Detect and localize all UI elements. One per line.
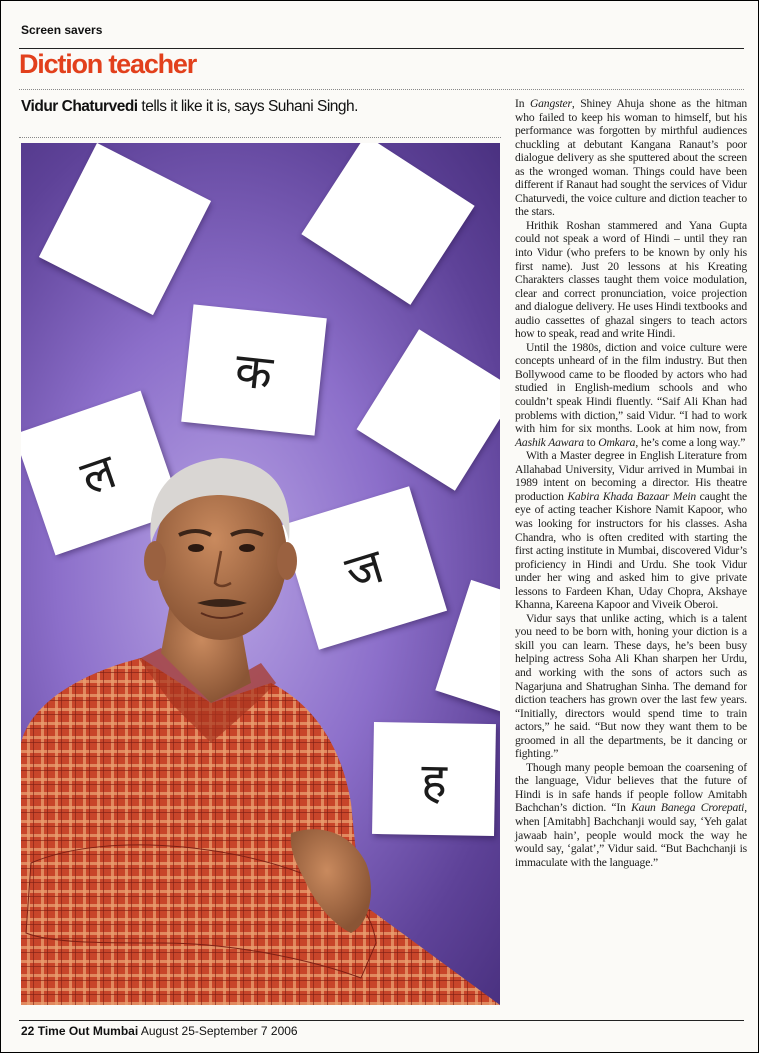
article-paragraph: With a Master degree in English Literature from Allahabad University, Vidur arrived in Mumbai in 1989 intent on becoming a director. His theatre production Kabira Khada Bazaar Mein caught the eye of acting teacher Kishore Namit Kapoor, who was looking for instructors for his classes. Asha Chandra, who is often credited with starting the first acting institute in Mumbai, discovered Vidur’s proficiency in Hindi and Urdu. She took Vidur under her wing and asked him to give private lessons to Fardeen Khan, Uday Chopra, Akshaye Khanna, Kareena Kapoor and Viveik Oberoi. <box>515 449 747 612</box>
article-body <box>515 97 747 869</box>
page-number: 22 <box>21 1024 35 1038</box>
article-paragraph: Until the 1980s, diction and voice culture were concepts unheard of in the film industry. But then Bollywood came to be flooded by actors who had studied in English-medium schools and who couldn’t speak Hindi fluently. “Saif Ali Khan had problems with diction,” said Vidur. “I had to work with him for six months. Look at him now, from Aashik Aawara to Omkara, he’s come a long way.” <box>515 340 747 449</box>
article-paragraph: Though many people bemoan the coarsening of the language, Vidur believes that the future of Hindi is in safe hands if people follow Amitabh Bachchan’s diction. “In Kaun Banega Crorepati, when [Amitabh] Bachchanji would say, ‘Yeh galat jawaab hain’, people would mock the way he would say, ‘galat’,” Vidur said. “But Bachchanji is immaculate with the language.” <box>515 760 748 869</box>
devanagari-card-la: ल <box>21 391 182 556</box>
standfirst-name: Vidur Chaturvedi <box>21 98 138 115</box>
headline-divider <box>19 89 744 90</box>
footer-rule <box>19 1020 744 1021</box>
article-paragraph: Vidur says that unlike acting, which is a talent you need to be born with, honing your diction is a skill you can learn. These days, he’s been busy helping actress Soha Ali Khan sharpen her Urdu, and working with the sons of actors such as Nagarjuna and Shatrughan Sinha. The demand for diction teachers has grown over the last few years. “Initially, directors would spend time to train actors,” he said. “But now they want them to be groomed in all the departments, be it dancing or fighting.” <box>515 611 747 761</box>
magazine-name: Time Out Mumbai <box>37 1024 139 1038</box>
devanagari-card-ja: ज <box>281 486 447 649</box>
standfirst-rest: tells it like it is, says Suhani Singh. <box>137 98 358 115</box>
standfirst <box>21 98 501 116</box>
issue-dates: August 25-September 7 2006 <box>140 1024 298 1038</box>
article-paragraph: In Gangster, Shiney Ahuja shone as the hitman who failed to keep his woman to himself, but his performance was forgotten by mirthful audiences chuckling at debutant Kangana Ranaut’s poor dialogue delivery as she sputtered about the screen as the wronged woman. Things could have been different if Ranaut had sought the services of Vidur Chaturvedi, the voice culture and diction teacher to the stars. <box>515 97 747 219</box>
devanagari-card-ha: ह <box>372 722 496 836</box>
article-paragraph: Hrithik Roshan stammered and Yana Gupta could not speak a word of Hindi – until they ran into Vidur (who prefers to be known by only his first name). Just 20 lessons at his Kreating Charakters classes taught them voice modulation, clear and correct pronunciation, voice projection and dialogue delivery. He uses Hindi textbooks and audio cassettes of ghazal singers to teach actors how to speak, read and write Hindi. <box>515 218 747 341</box>
person-figure <box>21 143 500 1005</box>
section-label: Screen savers <box>21 23 103 37</box>
headline: Diction teacher <box>19 49 197 79</box>
standfirst-divider <box>19 137 501 138</box>
devanagari-card-ka: क <box>181 304 327 435</box>
page-footer <box>21 1024 298 1038</box>
portrait-photo <box>21 143 500 1005</box>
